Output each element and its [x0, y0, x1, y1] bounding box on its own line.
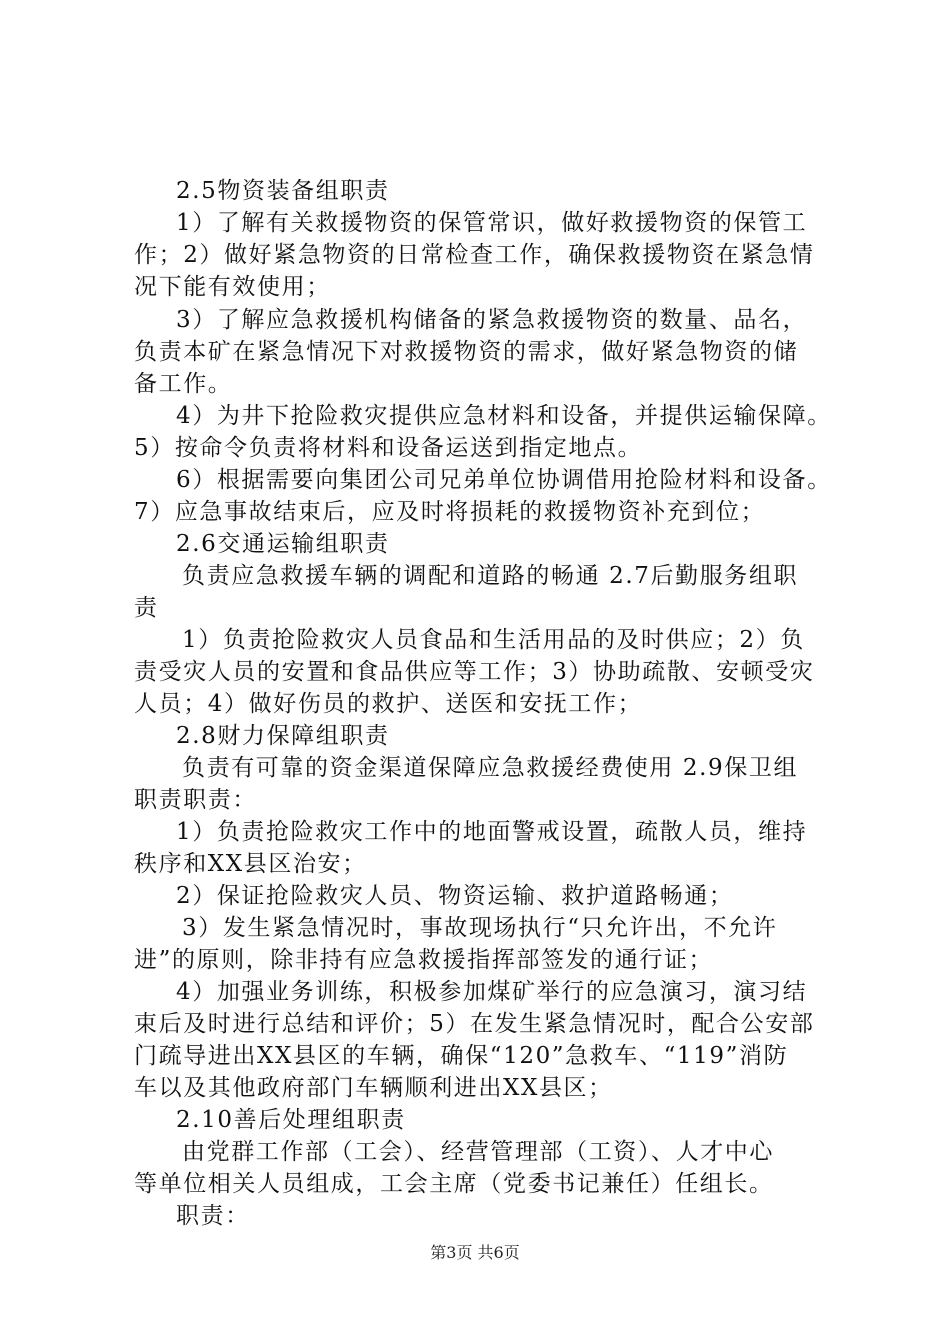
paragraph-line: 人员；4）做好伤员的救护、送医和安抚工作；: [134, 691, 643, 717]
paragraph-line: 门疏导进出XX县区的车辆，确保“120”急救车、“119”消防: [134, 1043, 789, 1069]
paragraph-line: 束后及时进行总结和评价；5）在发生紧急情况时，配合公安部: [134, 1011, 815, 1037]
paragraph-line: 况下能有效使用；: [134, 274, 331, 300]
paragraph-line: 车以及其他政府部门车辆顺利进出XX县区；: [134, 1075, 613, 1101]
paragraph-line: 秩序和XX县区治安；: [134, 851, 367, 877]
paragraph-line: 负责应急救援车辆的调配和道路的畅通 2.7后勤服务组职: [182, 563, 799, 589]
paragraph-line: 3）了解应急救援机构储备的紧急救援物资的数量、品名，: [176, 307, 808, 333]
paragraph-line: 4）加强业务训练，积极参加煤矿举行的应急演习，演习结: [176, 979, 808, 1005]
page-number-footer: 第3页 共6页: [430, 1243, 520, 1262]
paragraph-line: 3）发生紧急情况时，事故现场执行“只允许出，不允许: [182, 915, 778, 941]
paragraph-line: 职责职责：: [134, 787, 257, 813]
paragraph-line: 负责本矿在紧急情况下对救援物资的需求，做好紧急物资的储: [134, 339, 799, 365]
paragraph-line: 进”的原则，除非持有应急救援指挥部签发的通行证；: [134, 947, 714, 973]
heading-2-6: 2.6交通运输组职责: [176, 531, 390, 557]
paragraph-line: 7）应急事故结束后，应及时将损耗的救援物资补充到位；: [134, 499, 766, 525]
paragraph-line: 5）按命令负责将材料和设备运送到指定地点。: [134, 435, 643, 461]
paragraph-line: 备工作。: [134, 371, 233, 397]
paragraph-line: 1）负责抢险救灾工作中的地面警戒设置，疏散人员，维持: [176, 819, 808, 845]
paragraph-line: 2）保证抢险救灾人员、物资运输、救护道路畅通；: [176, 883, 734, 909]
paragraph-line: 等单位相关人员组成，工会主席（党委书记兼任）任组长。: [134, 1171, 774, 1197]
paragraph-line: 负责有可靠的资金渠道保障应急救援经费使用 2.9保卫组: [182, 755, 799, 781]
paragraph-line: 责: [134, 595, 159, 621]
heading-2-8: 2.8财力保障组职责: [176, 723, 390, 749]
paragraph-line: 由党群工作部（工会）、经营管理部（工资）、人才中心: [182, 1139, 774, 1165]
paragraph-line: 4）为井下抢险救灾提供应急材料和设备，并提供运输保障。: [176, 403, 832, 429]
paragraph-line: 1）了解有关救援物资的保管常识，做好救援物资的保管工: [176, 210, 808, 236]
paragraph-line: 6）根据需要向集团公司兄弟单位协调借用抢险材料和设备。: [176, 467, 832, 493]
heading-2-5: 2.5物资装备组职责: [176, 178, 390, 204]
paragraph-line: 职责：: [176, 1203, 250, 1229]
paragraph-line: 责受灾人员的安置和食品供应等工作；3）协助疏散、安顿受灾: [134, 659, 815, 685]
paragraph-line: 作；2）做好紧急物资的日常检查工作，确保救援物资在紧急情: [134, 242, 815, 268]
paragraph-line: 1）负责抢险救灾人员食品和生活用品的及时供应；2）负: [182, 627, 805, 653]
heading-2-10: 2.10善后处理组职责: [176, 1107, 406, 1133]
